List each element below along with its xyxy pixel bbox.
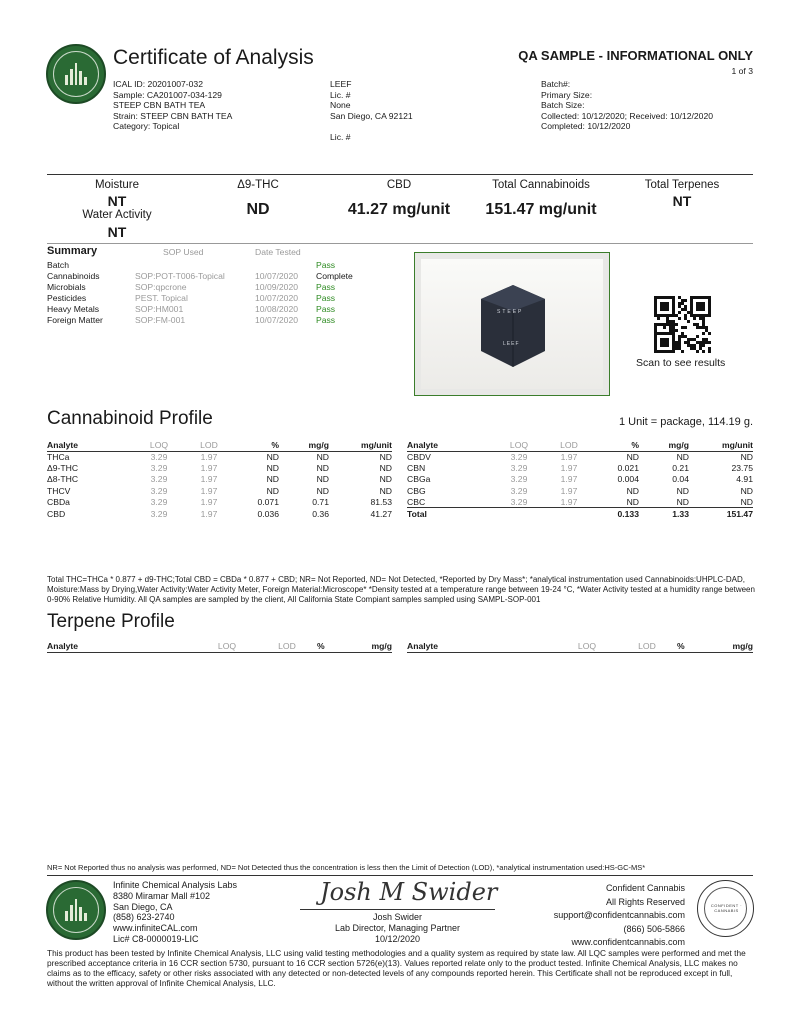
analyte-cell: 0.071 <box>257 497 279 508</box>
product-sub: LEEF <box>503 341 520 347</box>
analyte-cell: ND <box>379 485 392 496</box>
analyte-cell: ND <box>740 451 753 462</box>
analyte-cell: 3.29 <box>510 463 528 474</box>
column-header: % <box>317 641 347 652</box>
analyte-cell: 3.29 <box>150 451 168 462</box>
divider <box>47 875 753 876</box>
analyte-cell: 1.97 <box>560 497 578 507</box>
analyte-cell: 0.036 <box>257 508 279 519</box>
total-cell: 1.33 <box>639 508 689 519</box>
analyte-cell: 1.97 <box>200 508 218 519</box>
analyte-cell: ND <box>316 451 329 462</box>
column-header: % <box>677 641 707 652</box>
cannabinoid-footnote: Total THC=THCa * 0.877 + d9-THC;Total CBD = CBDa * 0.877 + CBD; NR= Not Reported, ND= Not Detected, *Reported by Dry Mass*; *analytical instrumentation used Cannabinoids:UHPLC-DAD, Moisture:Mass by Drying,Water Activity:Water Activity Meter, Foreign Material:Microscope* *Density tested at a temperature range between 19-24 °C, *Water Activity tested at a humidity range between 0-90% Relative Humidity. All QA samples are sampled by the client, All California State Compiant samples sampled using SAMPL-SOP-001 <box>47 575 755 604</box>
column-header: mg/g <box>347 641 392 652</box>
analyte-cell: 0.004 <box>617 474 639 485</box>
column-header: Analyte <box>407 440 499 451</box>
thc-label: Δ9-THC <box>237 179 279 191</box>
confident-cannabis-seal <box>697 880 754 937</box>
analyte-cell: 1.97 <box>560 474 578 485</box>
divider <box>47 174 753 175</box>
summary-test-name: Foreign Matter <box>47 315 103 325</box>
analyte-cell: 3.29 <box>150 508 168 519</box>
analyte-cell: ND <box>740 485 753 496</box>
summary-sop: SOP:qpcrone <box>135 282 187 292</box>
column-header: LOD <box>617 641 677 652</box>
analyte-cell: ND <box>266 474 279 485</box>
summary-result: Complete <box>316 271 353 281</box>
thc-value: ND <box>246 201 270 218</box>
analyte-row <box>407 497 753 508</box>
analyte-cell: ND <box>316 485 329 496</box>
summary-sop: SOP:POT-T006-Topical <box>135 271 225 281</box>
analyte-row <box>407 485 753 496</box>
sample-info: ICAL ID: 20201007-032 Sample: CA201007-034-129 STEEP CBN BATH TEA Strain: STEEP CBN BATH TEA Category: Topical <box>113 79 233 132</box>
summary-date: 10/07/2020 <box>255 315 299 325</box>
analyte-row <box>47 451 392 462</box>
column-header: LOD <box>257 641 317 652</box>
batch-info: Batch#: Primary Size: Batch Size: Collected: 10/12/2020; Received: 10/12/2020 Completed: 10/12/2020 <box>541 79 714 132</box>
cbd-value: 41.27 mg/unit <box>347 201 451 218</box>
summary-sop: PEST. Topical <box>135 293 188 303</box>
analyte-row <box>407 462 753 473</box>
column-header: mg/g <box>639 440 689 451</box>
analyte-cell: ND <box>379 474 392 485</box>
analyte-cell: CBG <box>407 485 426 496</box>
column-header: LOQ <box>499 440 539 451</box>
analyte-cell: 0.21 <box>672 463 689 474</box>
total-cell: 0.133 <box>599 508 639 519</box>
water-activity-label: Water Activity <box>82 209 152 221</box>
summary-row <box>47 304 387 315</box>
analyte-cell: 0.04 <box>672 474 689 485</box>
lab-logo <box>46 880 106 940</box>
column-header: mg/unit <box>689 440 753 451</box>
column-header: LOQ <box>197 641 257 652</box>
date-heading: Date Tested <box>255 247 301 257</box>
analyte-cell: 23.75 <box>731 463 753 474</box>
analyte-cell: 3.29 <box>150 497 168 508</box>
analyte-row <box>407 474 753 485</box>
total-cell: 151.47 <box>689 508 753 519</box>
summary-row <box>47 282 387 293</box>
summary-result: Pass <box>316 293 336 303</box>
summary-result: Pass <box>316 304 336 314</box>
column-header: LOD <box>539 440 599 451</box>
analyte-cell: 3.29 <box>510 485 528 496</box>
cbd-label: CBD <box>386 179 412 191</box>
summary-row <box>47 293 387 304</box>
sop-heading: SOP Used <box>163 247 204 257</box>
signature: Josh M Swider <box>320 878 498 906</box>
column-header: Analyte <box>47 440 139 451</box>
summary-test-name: Pesticides <box>47 293 87 303</box>
summary-date: 10/08/2020 <box>255 304 299 314</box>
total-cell <box>539 508 599 519</box>
column-header: LOQ <box>557 641 617 652</box>
column-header: % <box>599 440 639 451</box>
cannabinoid-heading: Cannabinoid Profile <box>47 408 213 429</box>
terpene-table-left <box>47 641 392 653</box>
summary-row <box>47 315 387 326</box>
page-title: Certificate of Analysis <box>113 46 314 69</box>
summary-date: 10/07/2020 <box>255 271 299 281</box>
column-header: mg/unit <box>329 440 392 451</box>
product-package <box>473 281 553 371</box>
summary-row <box>47 271 387 282</box>
analyte-row <box>47 485 392 496</box>
column-header: mg/g <box>279 440 329 451</box>
analyte-cell: 3.29 <box>150 485 168 496</box>
total-cell <box>499 508 539 519</box>
summary-date: 10/09/2020 <box>255 282 299 292</box>
analyte-cell: 1.97 <box>560 451 578 462</box>
analyte-cell: ND <box>740 497 753 507</box>
analyte-cell: 41.27 <box>370 508 392 519</box>
lab-logo <box>46 44 106 104</box>
analyte-cell: CBGa <box>407 474 431 485</box>
analyte-cell: THCV <box>47 485 71 496</box>
analyte-row <box>47 462 392 473</box>
analyte-cell: CBDa <box>47 497 70 508</box>
total-cannabinoids-label: Total Cannabinoids <box>492 179 590 191</box>
analyte-cell: 3.29 <box>510 451 528 462</box>
analyte-cell: 3.29 <box>510 497 528 507</box>
lab-address: Infinite Chemical Analysis Labs 8380 Miramar Mall #102 San Diego, CA (858) 623-2740 www.infiniteCAL.com Lic# C8-0000019-LIC <box>113 880 238 944</box>
analyte-cell: 0.021 <box>617 463 639 474</box>
summary-test-name: Heavy Metals <box>47 304 100 314</box>
analyte-cell: 1.97 <box>200 485 218 496</box>
summary-result: Pass <box>316 260 336 270</box>
analyte-row <box>407 451 753 462</box>
analyte-cell: 1.97 <box>200 474 218 485</box>
analyte-row <box>47 474 392 485</box>
analyte-cell: 3.29 <box>150 474 168 485</box>
column-header: LOQ <box>139 440 179 451</box>
analyte-cell: 1.97 <box>560 485 578 496</box>
analyte-cell: ND <box>379 463 392 474</box>
summary-heading: Summary <box>47 245 98 257</box>
column-header: mg/g <box>707 641 753 652</box>
signer-info: Josh Swider Lab Director, Managing Partner 10/12/2020 <box>334 912 461 944</box>
terpene-footnote: NR= Not Reported thus no analysis was performed, ND= Not Detected thus the concentration is less then the Limit of Detection (LOD), *analytical instrumentation used:HS-GC-MS* <box>47 863 646 872</box>
analyte-cell: Δ9-THC <box>47 463 79 474</box>
product-photo <box>414 252 610 396</box>
terpene-table-right <box>407 641 753 653</box>
summary-date: 10/07/2020 <box>255 293 299 303</box>
water-activity-value: NT <box>107 224 127 240</box>
confident-cannabis-info: Confident Cannabis All Rights Reserved support@confidentcannabis.com (866) 506-5866 www.confidentcannabis.com <box>553 883 685 947</box>
seal-text: CONFIDENT · CANNABIS <box>710 903 743 913</box>
page-number: 1 of 3 <box>731 66 753 76</box>
analyte-cell: ND <box>266 485 279 496</box>
unit-note: 1 Unit = package, 114.19 g. <box>618 416 753 428</box>
summary-row <box>47 260 387 271</box>
column-header: Analyte <box>47 641 197 652</box>
analyte-cell: 1.97 <box>200 463 218 474</box>
analyte-cell: Δ8-THC <box>47 474 79 485</box>
analyte-cell: ND <box>676 497 689 507</box>
total-cell: Total <box>407 508 499 519</box>
total-terpenes-value: NT <box>672 193 692 209</box>
analyte-cell: 3.29 <box>150 463 168 474</box>
analyte-cell: 1.97 <box>200 497 218 508</box>
column-header: Analyte <box>407 641 557 652</box>
analyte-cell: ND <box>266 451 279 462</box>
analyte-cell: ND <box>676 485 689 496</box>
analyte-cell: CBN <box>407 463 426 474</box>
summary-result: Pass <box>316 282 336 292</box>
analyte-cell: ND <box>379 451 392 462</box>
disclaimer: This product has been tested by Infinite Chemical Analysis, LLC using valid testing methodologies and a quality system as required by state law. All LQC samples were performed and met the prescribed acceptance criteria in 16 CCR section 5730, pursuant to 16 CCR section 5726(e)(13). Values reported relate only to the product tested. Infinite Chemical Analysis, LLC makes no claims as to the efficacy, safety or other risks associated with any detected or non-detected levels of any compounds reported herein. This Certificate shall not be reproduced except in full, without the written approval of Infinite Chemical Analysis, LLC. <box>47 948 746 988</box>
analyte-cell: ND <box>626 497 639 507</box>
summary-result: Pass <box>316 315 336 325</box>
analyte-cell: 1.97 <box>560 463 578 474</box>
terpene-heading: Terpene Profile <box>47 611 175 632</box>
moisture-label: Moisture <box>94 179 140 191</box>
analyte-cell: CBD <box>47 508 66 519</box>
analyte-cell: ND <box>676 451 689 462</box>
product-brand: STEEP <box>497 309 524 315</box>
analyte-cell: ND <box>626 485 639 496</box>
total-row <box>407 508 753 519</box>
analyte-cell: ND <box>266 463 279 474</box>
analyte-cell: CBC <box>407 497 426 507</box>
analyte-row <box>47 508 392 519</box>
summary-test-name: Cannabinoids <box>47 271 100 281</box>
column-header: LOD <box>179 440 239 451</box>
analyte-cell: 4.91 <box>736 474 753 485</box>
summary-test-name: Batch <box>47 260 69 270</box>
analyte-cell: 3.29 <box>510 474 528 485</box>
divider <box>47 243 753 244</box>
analyte-cell: THCa <box>47 451 70 462</box>
summary-sop: SOP:HM001 <box>135 304 184 314</box>
client-info: LEEF Lic. # None San Diego, CA 92121 Lic. # <box>330 79 413 142</box>
cannabinoid-table-left <box>47 440 392 519</box>
summary-sop: SOP:FM-001 <box>135 315 186 325</box>
qr-code[interactable] <box>654 296 711 353</box>
analyte-cell: 1.97 <box>200 451 218 462</box>
analyte-cell: ND <box>316 474 329 485</box>
analyte-row <box>47 497 392 508</box>
qr-caption: Scan to see results <box>636 357 726 369</box>
analyte-cell: 0.36 <box>312 508 329 519</box>
analyte-cell: ND <box>316 463 329 474</box>
total-cannabinoids-value: 151.47 mg/unit <box>485 201 597 218</box>
analyte-cell: CBDV <box>407 451 431 462</box>
summary-test-name: Microbials <box>47 282 86 292</box>
moisture-value: NT <box>107 193 127 209</box>
qa-banner: QA SAMPLE - INFORMATIONAL ONLY <box>518 48 753 63</box>
analyte-cell: 81.53 <box>370 497 392 508</box>
signature-line <box>300 909 495 910</box>
analyte-cell: ND <box>626 451 639 462</box>
analyte-cell: 0.71 <box>312 497 329 508</box>
total-terpenes-label: Total Terpenes <box>644 179 720 191</box>
cannabinoid-table-right <box>407 440 753 519</box>
column-header: % <box>239 440 279 451</box>
